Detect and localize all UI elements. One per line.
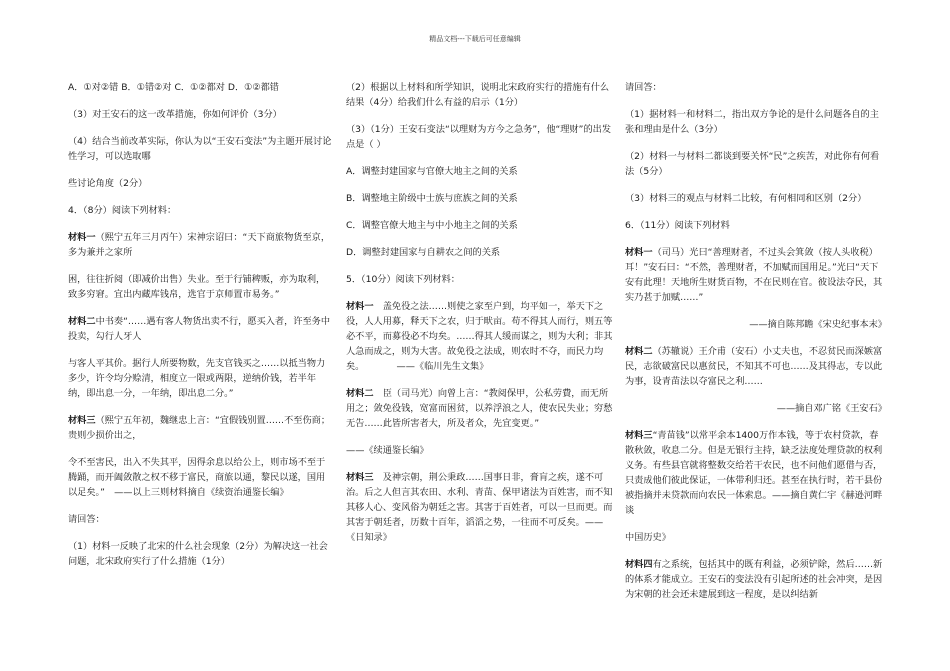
paragraph: [625, 530, 887, 545]
material-label: 材料二: [346, 388, 374, 399]
paragraph: [346, 470, 614, 545]
paragraph: [346, 164, 614, 179]
paragraph: [68, 413, 334, 443]
paragraph: [68, 356, 334, 401]
paragraph-text: “青苗钱”以常平余本1400万作本钱，等于农村贷款，春散秋敛，收息二分。但是无银行主持，缺乏法度处理贷款的权利义务。有些县官就将整数交给若干农民，也不问他们愿借与否，只责成他们彼此保证，一体带利归还。甚至在执行时，若干县份被指摘并未贷款而向农民一体索息。——摘自黄仁宇《赫逊河畔谈: [625, 430, 883, 516]
material-label: 材料一: [625, 247, 653, 258]
paragraph: [625, 80, 887, 95]
paragraph: [68, 107, 334, 122]
paragraph: [68, 272, 334, 302]
paragraph-text: （1）据材料一和材料二，指出双方争论的是什么问题各自的主张和理由是什么（3分）: [625, 109, 879, 135]
paragraph: [346, 272, 614, 287]
paragraph-text: D．调整封建国家与自耕农之间的关系: [346, 247, 501, 258]
column-right: [625, 80, 887, 614]
paragraph: [625, 149, 887, 179]
paragraph-text: ——摘自陈邦瞻《宋史纪事本末》: [749, 319, 887, 330]
paragraph-text: 中国历史》: [625, 532, 671, 543]
paragraph: [625, 428, 887, 518]
paragraph: [68, 455, 334, 500]
material-label: 材料一: [346, 301, 374, 312]
paragraph: [346, 218, 614, 233]
paragraph: [625, 344, 887, 389]
paragraph: [346, 299, 614, 374]
paragraph-text: （熙宁五年初，魏继忠上言：“宜假钱别置……不至伤商；贵则少损价出之，: [68, 415, 331, 441]
paragraph-text: （司马）光曰“善理财者，不过头会箕敛（按人头收税）耳！”安石曰：“不然，善理财者，不加赋而国用足。”光曰“天下安有此理！天地所生财货百物，不在民则在官。彼设法夺民，其实乃甚于加赋……”: [625, 247, 883, 303]
column-middle: [346, 80, 614, 557]
material-label: 材料一: [68, 232, 96, 243]
paragraph-text: ——摘自邓广铭《王安石》: [776, 403, 887, 414]
paragraph: [625, 557, 887, 602]
paragraph: [68, 134, 334, 164]
paragraph-text: 有之系统，包括其中的既有利益，必须铲除，然后……新的体系才能成立。王安石的变法没有引起所述的社会冲突，是因为宋朝的社会还未建展到这一程度，是以纠结新: [625, 559, 883, 600]
paragraph-text: （4）结合当前改革实际，你认为以“王安石变法”为主题开展讨论性学习，可以选取哪: [68, 136, 332, 162]
paragraph-text: 臣（司马光）向曾上言：“教阅保甲，公私劳費，而无所用之；敛免役钱，宽富而困贫，以养浮浪之人，使农民失业；穷愁无告……此皆所害者大，所及者众，先宜变更。”: [346, 388, 613, 429]
paragraph-text: 4．（8分）阅读下列材料：: [68, 205, 177, 216]
paragraph-text: 6．（11分）阅读下列材料: [625, 220, 730, 231]
paragraph: [346, 191, 614, 206]
paragraph: [346, 245, 614, 260]
paragraph: [625, 107, 887, 137]
material-label: 材料三: [68, 415, 96, 426]
paragraph-text: 中书奏“……遇有客人物货出卖不行，愿买入者，许至务中投卖，勾行人牙人: [68, 316, 331, 342]
material-label: 材料三: [625, 430, 653, 441]
paragraph: [68, 512, 334, 527]
paragraph-text: A．调整封建国家与官僚大地主之间的关系: [346, 166, 518, 177]
paragraph-text: （3）（1分）王安石变法“以理财为方今之急务”，他“理财”的出发点是（ ）: [346, 124, 612, 150]
paragraph: [346, 386, 614, 431]
paragraph-text: C．调整官僚大地主与中小地主之间的关系: [346, 220, 518, 231]
paragraph-text: （苏辙说）王介甫（安石）小丈夫也，不忍贫民而深嫉富民，志欲破富民以惠贫民，不知其不可也……及其得志，专以此为事，设青苗法以夺富民之利……: [625, 346, 883, 387]
page-header: 精品文档---下载后可任意编辑: [429, 35, 521, 43]
paragraph: [68, 314, 334, 344]
column-left: [68, 80, 334, 581]
material-label: 材料二: [625, 346, 653, 357]
paragraph-text: 请回答：: [68, 514, 105, 525]
material-label: 材料三: [346, 472, 374, 483]
paragraph-text: （2）根据以上材料和所学知识，说明北宋政府实行的措施有什么结果（4分）给我们什么有益的启示（1分）: [346, 82, 610, 108]
material-label: 材料二: [68, 316, 96, 327]
paragraph-text: 些讨论角度（2分）: [68, 178, 148, 189]
paragraph: [346, 122, 614, 152]
paragraph-text: 请回答：: [625, 82, 662, 93]
paragraph-text: 令不至害民，出入不失其平，因得余息以给公上，则市场不至于腾踊，而开阖敛散之权不移于富民，商旅以通，黎民以遂，国用以足矣。” ——以上三则材料摘自《续资治通鉴长编》: [68, 457, 326, 498]
paragraph-text: B．调整地主阶级中士族与庶族之间的关系: [346, 193, 518, 204]
paragraph: [68, 176, 334, 191]
paragraph-text: （1）材料一反映了北宋的什么社会现象（2分）为解决这一社会问题，北宋政府实行了什么措施（1分）: [68, 541, 328, 567]
paragraph-text: 盖免役之法……则使之家至户到，均平如一，举天下之役，人人用募，释天下之农，归于畎亩。苟不得其人而行，则五等必不平，而募役必不均矣。……得其人缓而谋之，则为大利；非其人急而成之，则为大害。故免役之法成，则农时不夺，而民力均矣。 ——《临川先生文集》: [346, 301, 613, 372]
paragraph-text: （2）材料一与材料二都谈到要关怀“民”之疾苦，对此你有何看法（5分）: [625, 151, 880, 177]
paragraph: [68, 230, 334, 260]
paragraph: [625, 191, 887, 206]
paragraph: [625, 401, 887, 416]
paragraph-text: （3）对王安石的这一改革措施，你如何评价（3分）: [68, 109, 282, 120]
paragraph-text: （3）材料三的观点与材料二比较，有何相同和区别（2分）: [625, 193, 867, 204]
paragraph: [346, 443, 614, 458]
paragraph: [68, 80, 334, 95]
paragraph: [346, 80, 614, 110]
paragraph-text: 与客人平其价。据行人所要物数，先支官钱买之……以抵当物力多少，许令均分赊清，相度立一限或两限，逆纳价钱，若半年纳，即出息一分，一年纳，即出息二分。”: [68, 358, 326, 399]
paragraph: [68, 539, 334, 569]
paragraph-text: 困，往往折阅（即减价出售）失业。至于行铺稗贩，亦为取利，致多穷窘。宜出内藏库钱帛，选官于京师置市易务。”: [68, 274, 326, 300]
paragraph-text: A．①对②错 B．①错②对 C．①②都对 D．①②都错: [68, 82, 279, 93]
paragraph: [625, 218, 887, 233]
paragraph: [68, 203, 334, 218]
paragraph-text: 及神宗朝，荆公秉政……国事日非，膏肓之疾，遂不可治。后之人但言其农田、水利、青苗、保甲诸法为百姓害，而不知其移人心、变风俗为朝廷之害。其害于百姓者，可以一旦而更。而其害于朝廷者，历数十百年，滔滔之势，一往而不可反矣。——《日知录》: [346, 472, 613, 543]
paragraph-text: 5．（10分）阅读下列材料：: [346, 274, 460, 285]
paragraph-text: （熙宁五年三月丙午）宋神宗诏曰：“天下商旅物货至京，多为兼并之家所: [68, 232, 331, 258]
paragraph-text: ——《续通鉴长编》: [346, 445, 429, 456]
paragraph: [625, 245, 887, 305]
material-label: 材料四: [625, 559, 653, 570]
paragraph: [625, 317, 887, 332]
